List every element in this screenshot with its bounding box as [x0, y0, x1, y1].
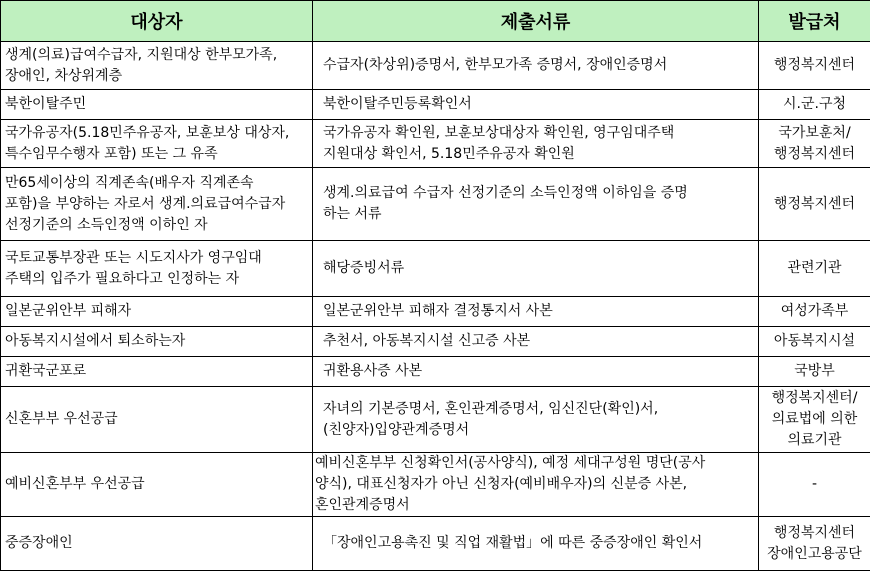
cell-line: 관련기관 — [787, 260, 842, 276]
cell-line: 지원대상 확인서, 5.18민주유공자 확인원 — [323, 145, 575, 162]
cell-line: - — [811, 476, 818, 492]
cell-line: 생계(의료)급여수급자, 지원대상 한부모가족, — [5, 46, 278, 63]
documents-cell — [313, 517, 759, 571]
cell-line: 하는 서류 — [323, 206, 382, 222]
cell-line: 의료법에 의한 — [771, 411, 858, 427]
cell-line: 수급자(차상위)증명서, 한부모가족 증명서, 장애인증명서 — [323, 57, 668, 73]
table-row — [1, 453, 870, 517]
issuer-cell — [759, 453, 870, 517]
documents-cell — [313, 327, 759, 357]
table-row — [1, 517, 870, 571]
cell-line: 특수임무수행자 포함) 또는 그 유족 — [5, 145, 218, 162]
target-cell — [1, 387, 313, 453]
cell-line: 해당증빙서류 — [323, 260, 405, 276]
cell-line: 「장애인고용촉진 및 직업 재활법」에 따른 중증장애인 확인서 — [323, 535, 703, 551]
issuer-cell — [759, 90, 870, 120]
table-row — [1, 241, 870, 297]
table-row — [1, 357, 870, 387]
cell-line: 국가유공자(5.18민주유공자, 보훈보상 대상자, — [5, 124, 290, 141]
documents-cell — [313, 241, 759, 297]
cell-line: 신혼부부 우선공급 — [5, 411, 118, 427]
cell-line: 북한이탈주민등록확인서 — [323, 96, 472, 112]
cell-line: 생계.의료급여 수급자 선정기준의 소득인정액 이하임을 증명 — [323, 185, 688, 201]
cell-line: 자녀의 기본증명서, 혼인관계증명서, 임신진단(확인)서, — [323, 400, 659, 417]
issuer-cell — [759, 387, 870, 453]
cell-line: 아동복지시설에서 퇴소하는자 — [5, 333, 186, 349]
table-body — [1, 42, 870, 571]
target-cell — [1, 42, 313, 90]
cell-line: 추천서, 아동복지시설 신고증 사본 — [323, 333, 531, 349]
issuer-cell — [759, 357, 870, 387]
cell-line: 시.군.구청 — [783, 96, 846, 112]
issuer-cell — [759, 327, 870, 357]
cell-line: 귀환용사증 사본 — [323, 363, 423, 379]
table-row — [1, 168, 870, 241]
target-cell — [1, 241, 313, 297]
target-cell — [1, 168, 313, 241]
target-cell — [1, 357, 313, 387]
cell-line: 장애인고용공단 — [767, 545, 862, 562]
cell-line: 행정복지센터 — [773, 145, 856, 162]
header-row — [1, 1, 870, 42]
documents-cell — [313, 120, 759, 168]
cell-line: 만65세이상의 직계존속(배우자 직계존속 — [5, 174, 254, 191]
table-row — [1, 42, 870, 90]
issuer-cell — [759, 120, 870, 168]
table-row — [1, 120, 870, 168]
table-row — [1, 327, 870, 357]
cell-line: 의료기관 — [787, 432, 842, 448]
cell-line: 귀환국군포로 — [5, 363, 87, 379]
cell-line: 국가보훈처/ — [778, 124, 851, 141]
cell-line: 주택의 입주가 필요하다고 인정하는 자 — [5, 270, 240, 287]
cell-line: 북한이탈주민 — [5, 96, 87, 112]
cell-line: 행정복지센터/ — [771, 390, 858, 406]
target-cell — [1, 517, 313, 571]
cell-line: 아동복지시설 — [773, 333, 856, 349]
cell-line: 예비신혼부부 우선공급 — [5, 476, 145, 492]
target-cell — [1, 297, 313, 327]
cell-line: 행정복지센터 — [773, 57, 856, 73]
cell-line: 여성가족부 — [780, 303, 849, 319]
target-cell — [1, 453, 313, 517]
target-cell — [1, 120, 313, 168]
table-row — [1, 297, 870, 327]
documents-cell — [313, 453, 759, 517]
target-cell — [1, 327, 313, 357]
cell-line: 행정복지센터 — [773, 524, 856, 541]
cell-line: 국방부 — [794, 363, 835, 379]
target-cell — [1, 90, 313, 120]
cell-line: (친양자)입양관계증명서 — [323, 421, 470, 438]
cell-line: 예비신혼부부 신청확인서(공사양식), 예정 세대구성원 명단(공사 — [315, 455, 706, 471]
cell-line: 일본군위안부 피해자 — [5, 303, 132, 319]
cell-line: 국토교통부장관 또는 시도지사가 영구임대 — [5, 249, 262, 266]
cell-line: 포함)을 부양하는 자로서 생계.의료급여수급자 — [5, 195, 286, 212]
documents-cell — [313, 357, 759, 387]
cell-line: 행정복지센터 — [773, 195, 856, 212]
cell-line: 혼인관계증명서 — [315, 497, 410, 513]
table-row — [1, 387, 870, 453]
cell-line: 양식), 대표신청자가 아닌 신청자(예비배우자)의 신분증 사본, — [315, 476, 688, 492]
documents-cell — [313, 387, 759, 453]
cell-line: 장애인, 차상위계층 — [5, 67, 123, 84]
header-target: 대상자 — [1, 1, 313, 42]
issuer-cell — [759, 42, 870, 90]
issuer-cell — [759, 517, 870, 571]
issuer-cell — [759, 241, 870, 297]
documents-cell — [313, 90, 759, 120]
cell-line: 국가유공자 확인원, 보훈보상대상자 확인원, 영구임대주택 — [323, 124, 675, 141]
header-documents: 제출서류 — [313, 1, 759, 42]
cell-line: 중증장애인 — [5, 535, 73, 551]
cell-line: 선정기준의 소득인정액 이하인 자 — [5, 216, 208, 233]
documents-cell — [313, 297, 759, 327]
documents-cell — [313, 42, 759, 90]
table-row — [1, 90, 870, 120]
issuer-cell — [759, 168, 870, 241]
cell-line: 일본군위안부 피해자 결정통지서 사본 — [323, 303, 553, 319]
header-issuer: 발급처 — [759, 1, 870, 42]
issuer-cell — [759, 297, 870, 327]
documents-cell — [313, 168, 759, 241]
